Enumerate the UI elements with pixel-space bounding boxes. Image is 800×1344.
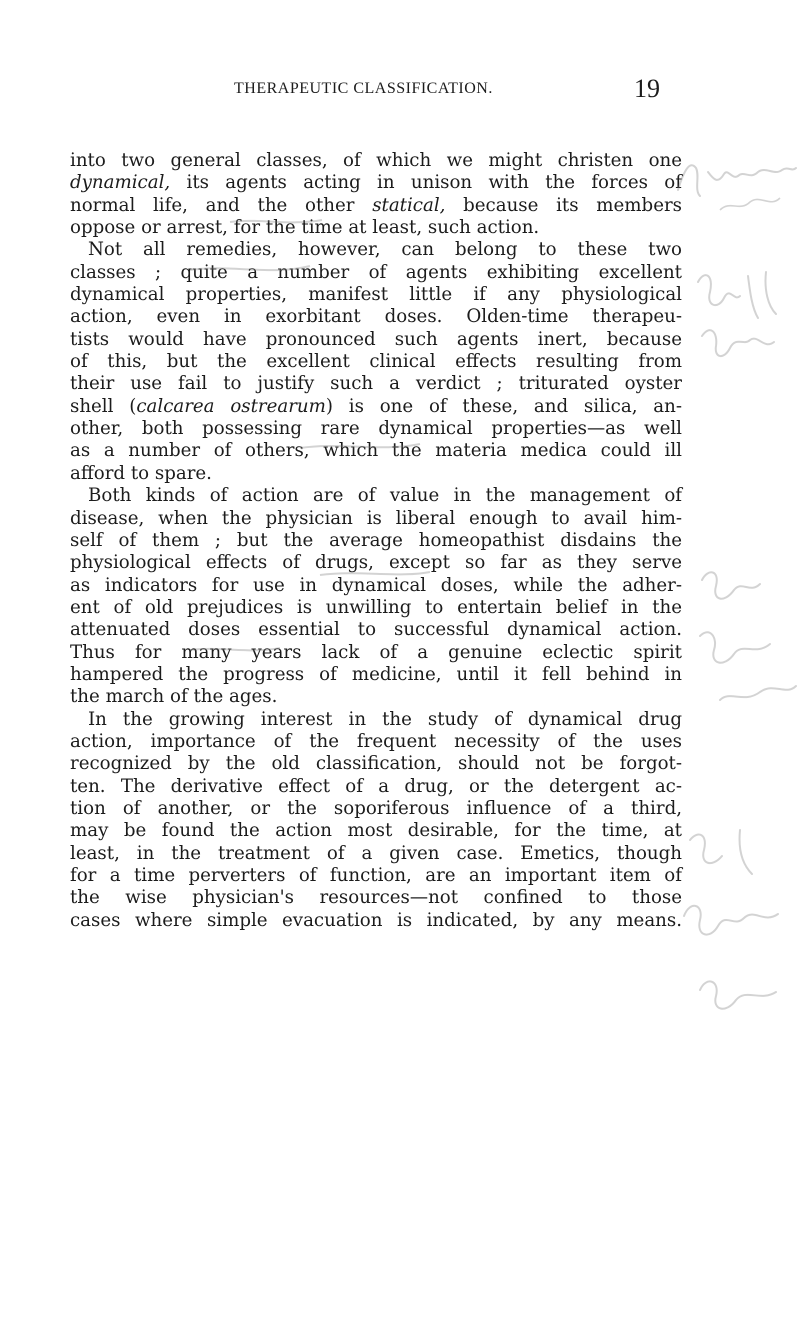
text-line: the march of the ages. [70,686,278,708]
text-line: for a time perverters of function, are an important item of [70,865,682,886]
text-line: self of them ; but the average homeopathist disdains the [70,529,682,551]
running-title: THERAPEUTIC CLASSIFICATION. [234,80,493,97]
text-line: cases where simple evacuation is indicated, by any means. [70,909,682,931]
text-line: may be found the action most desirable, for the time, at [70,820,682,842]
text-line: tion of another, or the soporiferous influence of a third, [70,797,682,819]
text-line: as a number of others, which the materia medica could ill [70,440,682,462]
text-line: ent of old prejudices is unwilling to entertain belief in the [70,596,682,618]
pencil-annotation-2 [688,262,798,372]
page-number: 19 [634,74,660,103]
text-line: normal life, and the other statical, because its members [70,194,682,216]
text-line: afford to spare. [70,462,212,484]
text-line: disease, when the physician is liberal enough to avail him- [70,507,682,529]
pencil-annotation-4 [660,820,800,1040]
italic-term: statical, [372,194,446,216]
text-line: dynamical, its agents acting in unison with the forces of [70,172,682,194]
italic-term: dynamical, [70,172,171,194]
running-header [200,76,660,106]
text-line: hampered the progress of medicine, until it fell behind in [70,663,682,685]
text-line: as indicators for use in dynamical doses, while the adher- [70,574,682,596]
text-line: shell (calcarea ostrearum) is one of these, and silica, an- [70,395,682,417]
text-line: into two general classes, of which we might christen one [70,150,682,171]
text-line: the wise physician's resources—not confined to those [70,887,682,909]
pencil-underline-marks [170,160,670,860]
text-line: physiological effects of drugs, except so far as they serve [70,552,682,574]
text-line: action, importance of the frequent necessity of the uses [70,730,682,752]
text-line: dynamical properties, manifest little if any physiological [70,284,682,306]
paragraph-start-line: Not all remedies, however, can belong to these two [88,239,682,261]
pencil-annotation-1 [670,150,800,220]
text-line: attenuated doses essential to successful dynamical action. [70,619,682,641]
text-line: ten. The derivative effect of a drug, or the detergent ac- [70,775,682,797]
paragraph-start-line: In the growing interest in the study of dynamical drug [88,708,682,730]
text-line: recognized by the old classification, should not be forgot- [70,753,682,775]
text-line: Thus for many years lack of a genuine eclectic spirit [70,641,682,663]
text-line: of this, but the excellent clinical effects resulting from [70,351,682,373]
text-line: least, in the treatment of a given case. Emetics, though [70,842,682,864]
italic-term: calcarea ostrearum [136,395,326,417]
text-line: their use fail to justify such a verdict ; triturated oyster [70,373,682,395]
text-line: classes ; quite a number of agents exhibiting excellent [70,261,682,283]
paragraph-start-line: Both kinds of action are of value in the management of [88,485,682,507]
text-line: tists would have pronounced such agents inert, because [70,328,682,350]
pencil-annotation-3 [690,560,800,720]
text-line: action, even in exorbitant doses. Olden-time therapeu- [70,306,682,328]
text-line: oppose or arrest, for the time at least, such action. [70,217,540,239]
text-line: other, both possessing rare dynamical properties—as well [70,418,682,440]
